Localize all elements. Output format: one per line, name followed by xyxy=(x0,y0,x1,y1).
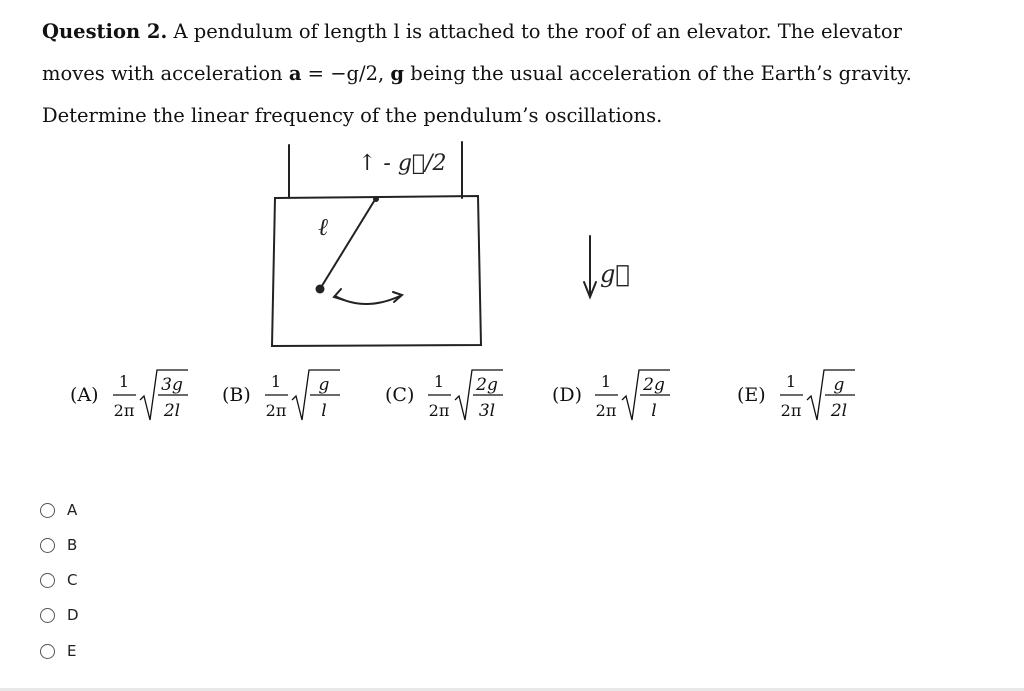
radio-option-c[interactable] xyxy=(40,568,77,592)
option-numerator: 3g xyxy=(161,375,183,395)
radio-button[interactable] xyxy=(40,644,55,659)
gravity-label: g⃗ xyxy=(600,260,630,288)
formula-svg xyxy=(777,362,917,432)
question-line-3: Determine the linear frequency of the pendulum’s oscillations. xyxy=(42,104,663,127)
svg-text:2π: 2π xyxy=(428,401,450,420)
option-numerator: g xyxy=(833,375,845,395)
svg-text:1: 1 xyxy=(118,372,130,391)
radio-option-a[interactable] xyxy=(40,498,77,522)
elevator-box xyxy=(272,196,481,346)
radio-option-d[interactable] xyxy=(40,603,79,627)
option-denominator: l xyxy=(321,401,327,421)
svg-text:1: 1 xyxy=(785,372,797,391)
formula-svg xyxy=(592,362,732,432)
radio-label: D xyxy=(67,606,79,624)
option-label: (A) xyxy=(70,384,99,406)
radio-button[interactable] xyxy=(40,538,55,553)
option-denominator: 2l xyxy=(163,401,181,421)
formula-svg xyxy=(425,362,565,432)
option-numerator: 2g xyxy=(476,375,498,395)
radio-label: B xyxy=(67,536,78,554)
radio-button[interactable] xyxy=(40,608,55,623)
formula-svg xyxy=(262,362,402,432)
radio-button[interactable] xyxy=(40,573,55,588)
pivot-point xyxy=(373,196,379,202)
svg-text:2π: 2π xyxy=(265,401,287,420)
svg-text:1: 1 xyxy=(433,372,445,391)
length-label: ℓ xyxy=(318,213,328,241)
option-label: (C) xyxy=(385,384,415,406)
radio-option-b[interactable] xyxy=(40,533,77,557)
radio-label: C xyxy=(67,571,78,589)
question-number: Question 2. xyxy=(42,20,168,43)
acceleration-label: ↑ - g⃗/2 xyxy=(358,151,447,176)
question-line-2: moves with acceleration a = −g/2, g being the usual acceleration of the Earth’s gravity. xyxy=(42,62,912,85)
question-text-line1: A pendulum of length l is attached to the roof of an elevator. The elevator xyxy=(173,20,902,43)
option-numerator: g xyxy=(318,375,330,395)
radio-label: A xyxy=(67,501,78,519)
option-label: (B) xyxy=(222,384,251,406)
svg-text:2π: 2π xyxy=(595,401,617,420)
option-label: (D) xyxy=(552,384,583,406)
pendulum-string xyxy=(320,198,376,289)
svg-text:2π: 2π xyxy=(780,401,802,420)
radio-button[interactable] xyxy=(40,503,55,518)
option-label: (E) xyxy=(737,384,766,406)
svg-text:1: 1 xyxy=(270,372,282,391)
svg-text:1: 1 xyxy=(600,372,612,391)
pendulum-bob xyxy=(316,285,325,294)
option-denominator: 2l xyxy=(830,401,848,421)
option-denominator: 3l xyxy=(478,401,496,421)
option-denominator: l xyxy=(651,401,657,421)
svg-text:2π: 2π xyxy=(113,401,135,420)
option-numerator: 2g xyxy=(643,375,665,395)
radio-label: E xyxy=(67,642,77,660)
radio-option-e[interactable] xyxy=(40,639,76,663)
